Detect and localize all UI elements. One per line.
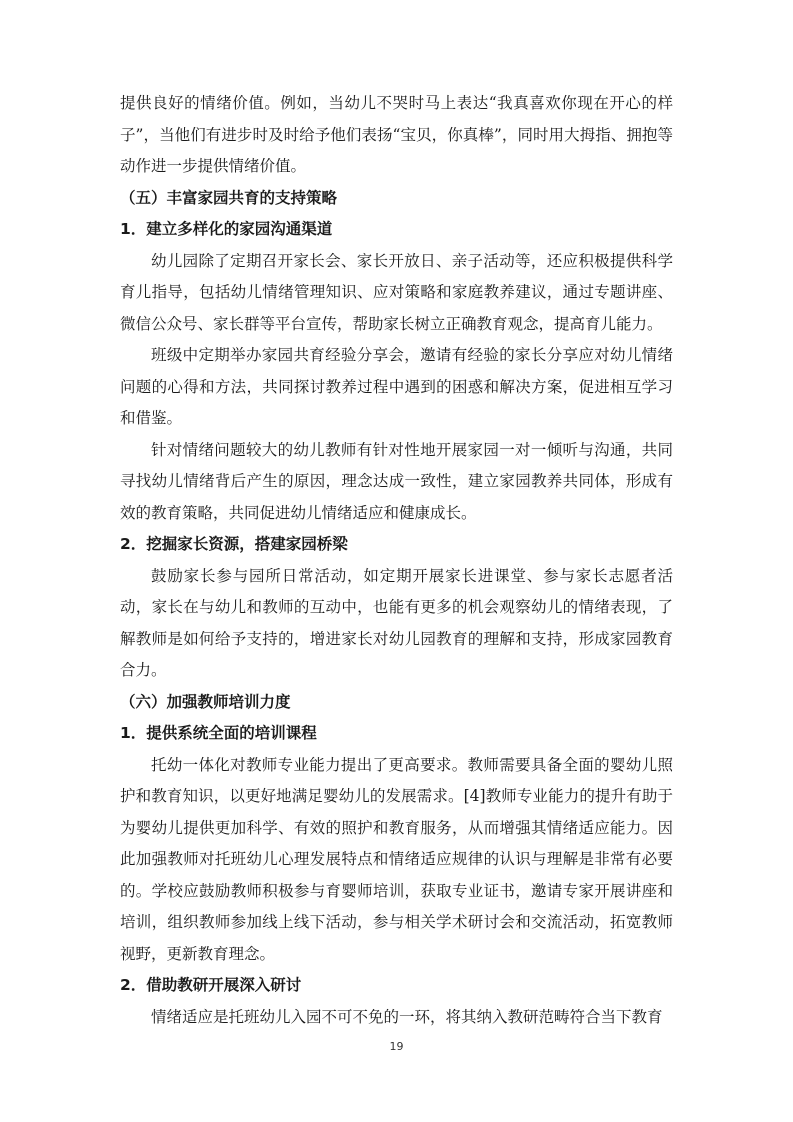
section-heading-5: （五）丰富家园共育的支持策略 [120, 188, 338, 207]
subsection-heading-6-1: 1．提供系统全面的培训课程 [120, 724, 317, 742]
paragraph: 针对情绪问题较大的幼儿教师有针对性地开展家园一对一倾听与沟通，共同寻找幼儿情绪背后产生的原因，理念达成一致性，建立家园教养共同体，形成有效的教育策略，共同促进幼儿情绪适应和健康成长。 [120, 440, 673, 522]
subsection-heading-5-1: 1．建立多样化的家园沟通渠道 [120, 220, 333, 238]
document-body [120, 88, 673, 1033]
paragraph-continued: 提供良好的情绪价值。例如，当幼儿不哭时马上表达“我真喜欢你现在开心的样子”，当他们有进步时及时给予他们表扬“宝贝，你真棒”，同时用大拇指、拥抱等动作进一步提供情绪价值。 [120, 94, 673, 175]
subsection-heading-5-2: 2．挖掘家长资源，搭建家园桥梁 [120, 535, 348, 553]
page-number: 19 [389, 1040, 404, 1053]
subsection-heading-6-2: 2．借助教研开展深入研讨 [120, 976, 302, 994]
paragraph: 鼓励家长参与园所日常活动，如定期开展家长进课堂、参与家长志愿者活动，家长在与幼儿和教师的互动中，也能有更多的机会观察幼儿的情绪表现，了解教师是如何给予支持的，增进家长对幼儿园教育的理解和支持，形成家园教育合力。 [120, 566, 673, 679]
section-heading-6: （六）加强教师培训力度 [120, 692, 291, 711]
paragraph: 幼儿园除了定期召开家长会、家长开放日、亲子活动等，还应积极提供科学育儿指导，包括幼儿情绪管理知识、应对策略和家庭教养建议，通过专题讲座、微信公众号、家长群等平台宣传，帮助家长树立正确教育观念，提高育儿能力。 [120, 251, 673, 333]
paragraph: 班级中定期举办家园共育经验分享会，邀请有经验的家长分享应对幼儿情绪问题的心得和方法，共同探讨教养过程中遇到的困惑和解决方案，促进相互学习和借鉴。 [120, 346, 673, 427]
paragraph: 托幼一体化对教师专业能力提出了更高要求。教师需要具备全面的婴幼儿照护和教育知识，以更好地满足婴幼儿的发展需求。[4]教师专业能力的提升有助于为婴幼儿提供更加科学、有效的照护和教育服务，从而增强其情绪适应能力。因此加强教师对托班幼儿心理发展特点和情绪适应规律的认识与理解是非常有必要的。学校应鼓励教师积极参与育婴师培训，获取专业证书，邀请专家开展讲座和培训，组织教师参加线上线下活动，参与相关学术研讨会和交流活动，拓宽教师视野，更新教育理念。 [120, 755, 673, 963]
paragraph-truncated: 情绪适应是托班幼儿入园不可不免的一环，将其纳入教研范畴符合当下教育 [151, 1007, 663, 1026]
